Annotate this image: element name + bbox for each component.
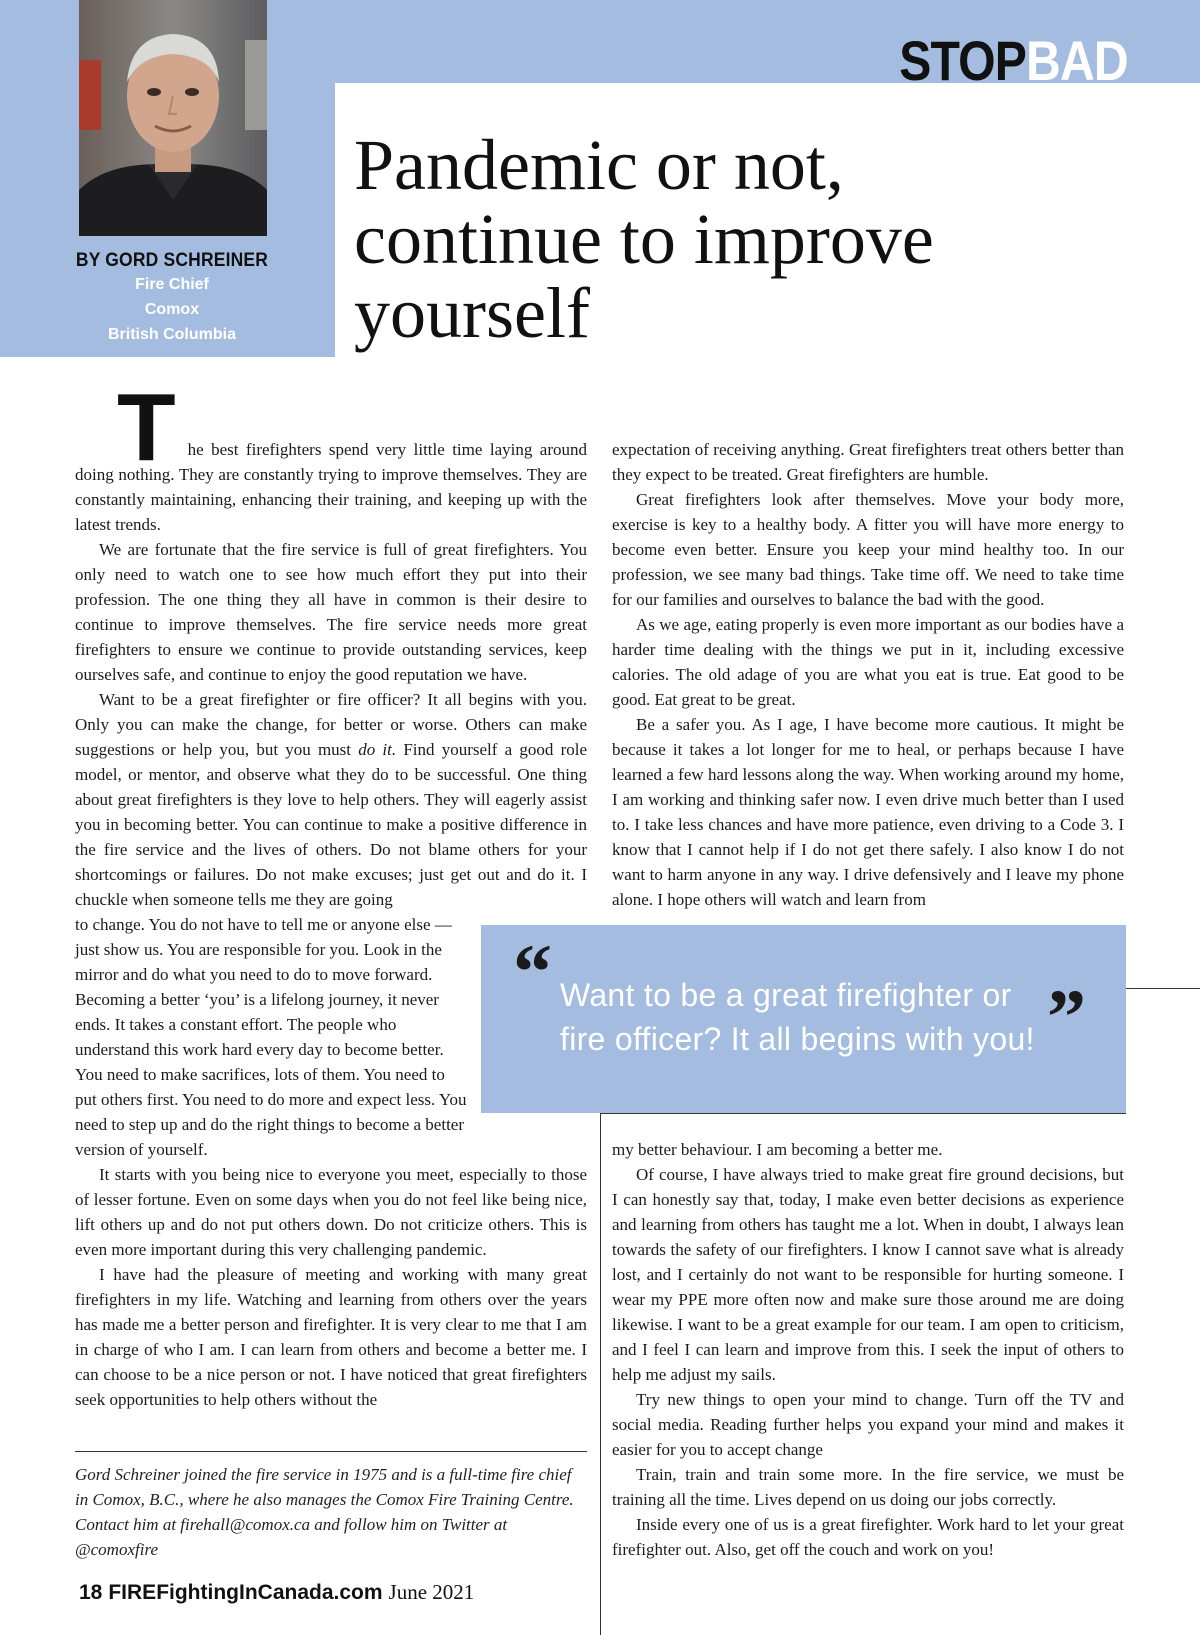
paragraph-8-continued: my better behaviour. I am becoming a better me.: [612, 1140, 943, 1159]
paragraph-8: Be a safer you. As I age, I have become more cautious. It might be because it takes a lot longer for me to heal, or perhaps because I have learned a few hard lessons along the way. When working around my home, I am working and thinking safer now. I even drive much better than I used to. I take less chances and have more patience, even driving to a Code 3. I know that I cannot help if I do not get there safely. I also know I do not want to harm anyone in any way. I drive defensively and I leave my phone alone. I hope others will watch and learn from: [612, 715, 1124, 909]
footer-site: FIREFightingInCanada.com: [108, 1581, 383, 1604]
headline: [354, 125, 1174, 353]
byline: [60, 250, 284, 347]
article-column-left-top: [75, 374, 587, 912]
pull-quote-open-mark: “: [513, 928, 552, 1015]
paragraph-7: As we age, eating properly is even more important as our bodies have a harder time dealing with the things we put in it, including excessive calories. The old adage of you are what you eat is true. Eat good to be good. Eat great to be great.: [612, 615, 1124, 709]
headline-line-1: Pandemic or not,: [354, 125, 844, 205]
footer-date: June 2021: [388, 1580, 475, 1604]
paragraph-4: It starts with you being nice to everyone you meet, especially to those of lesser fortune. Even on some days when you do not feel like being nice, lift others up and do not put others down. Do not criticize others. This is even more important during this very challenging pandemic.: [75, 1165, 587, 1259]
column-label: [899, 30, 1128, 92]
paragraph-10: Try new things to open your mind to change. Turn off the TV and social media. Reading further helps you expand your mind and makes it easier for you to accept change: [612, 1390, 1124, 1459]
paragraph-9: Of course, I have always tried to make great fire ground decisions, but I can honestly say that, today, I make even better decisions as experience and learning from others has taught me a lot. When in doubt, I always lean towards the safety of our firefighters. I know I cannot save what is already lost, and I certainly do not want to be responsible for hurting someone. I wear my PPE more often now and make sure those around me are doing likewise. I want to be a great example for our team. I am open to criticism, and I feel I can learn and improve from this. I seek the input of others to help me adjust my sails.: [612, 1165, 1124, 1384]
paragraph-1: The best firefighters spend very little time laying around doing nothing. They are constantly trying to improve themselves. They are constantly maintaining, enhancing their training, and keeping up with the latest trends.: [75, 374, 587, 534]
page-number: 18: [79, 1581, 103, 1604]
article-column-left-narrow: [75, 912, 467, 1162]
column-label-stop: STOP: [899, 29, 1027, 92]
paragraph-6: Great firefighters look after themselves. Move your body more, exercise is key to a healthy body. A fitter you will have more energy to become even better. Ensure you keep your mind healthy too. In our profession, we see many bad things. Take time off. We need to take time for our families and ourselves to balance the bad with the good.: [612, 490, 1124, 609]
pull-quote-bottom-rule: [600, 1113, 1126, 1114]
paragraph-3-continued: to change. You do not have to tell me or anyone else — just show us. You are responsible for you. Look in the mirror and do what you need to do to move forward. Becoming a better ‘you’ is a lifelong journey, it never ends. It takes a constant effort. The people who understand this work hard every day to become better. You need to make sacrifices, lots of them. You need to put others first. You need to do more and expect less. You need to step up and do the right things to become a better version of yourself.: [75, 915, 467, 1159]
pull-quote-rule: [1126, 988, 1200, 989]
pull-quote-text: Want to be a great firefighter or fire officer? It all begins with you!: [560, 977, 1035, 1057]
author-bio: Gord Schreiner joined the fire service in 1975 and is a full-time fire chief in Comox, B.C., where he also manages the Comox Fire Training Centre. Contact him at firehall@comox.ca and follow him on Twitter at @comoxfire: [75, 1465, 574, 1559]
paragraph-12: Inside every one of us is a great firefighter. Work hard to let your great firefighter out. Also, get off the couch and work on you!: [612, 1515, 1124, 1559]
author-province: British Columbia: [107, 326, 236, 343]
author-title: Fire Chief: [135, 276, 209, 293]
column-divider: [600, 1113, 601, 1635]
column-label-bad: BAD: [1026, 29, 1128, 92]
author-name: BY GORD SCHREINER: [75, 250, 269, 271]
headline-line-3: yourself: [354, 273, 590, 353]
paragraph-2: We are fortunate that the fire service is full of great firefighters. You only need to watch one to see how much effort they put into their profession. The one thing they all have in common is their desire to continue to improve themselves. The fire service needs more great firefighters to ensure we continue to provide outstanding services, keep ourselves safe, and continue to enjoy the good reputation we have.: [75, 540, 587, 684]
pull-quote: [481, 925, 1126, 1113]
article-column-left-bottom: [75, 1162, 587, 1412]
headline-line-2: continue to improve: [354, 199, 934, 279]
bio-divider: [75, 1451, 587, 1452]
page-footer: [79, 1580, 474, 1605]
paragraph-3: Want to be a great firefighter or fire officer? It all begins with you. Only you can make the change, for better or worse. Others can make suggestions or help you, but you must do it. Find yourself a good role model, or mentor, and observe what they do to be successful. One thing about great firefighters is they love to help others. They will eagerly assist you in becoming better. You can continue to make a positive difference in the fire service and the lives of others. Do not blame others for your shortcomings or failures. Do not make excuses; just get out and do it. I chuckle when someone tells me they are going: [75, 690, 587, 909]
drop-cap: T: [117, 374, 176, 481]
article-column-right-top: [612, 437, 1124, 912]
author-photo: [79, 0, 267, 236]
paragraph-11: Train, train and train some more. In the fire service, we must be training all the time. Lives depend on us doing our jobs correctly.: [612, 1465, 1124, 1509]
paragraph-5: I have had the pleasure of meeting and working with many great firefighters in my life. Watching and learning from others over the years has made me a better person and firefighter. It is very clear to me that I am in charge of who I am. I can learn from others and become a better me. I can choose to be a nice person or not. I have noticed that great firefighters seek opportunities to help others without the: [75, 1265, 587, 1409]
pull-quote-close-mark: ”: [1047, 973, 1086, 1060]
article-column-right-bottom: [612, 1137, 1124, 1562]
author-city: Comox: [144, 301, 200, 318]
paragraph-5-continued: expectation of receiving anything. Great firefighters treat others better than they expect to be treated. Great firefighters are humble.: [612, 440, 1124, 484]
